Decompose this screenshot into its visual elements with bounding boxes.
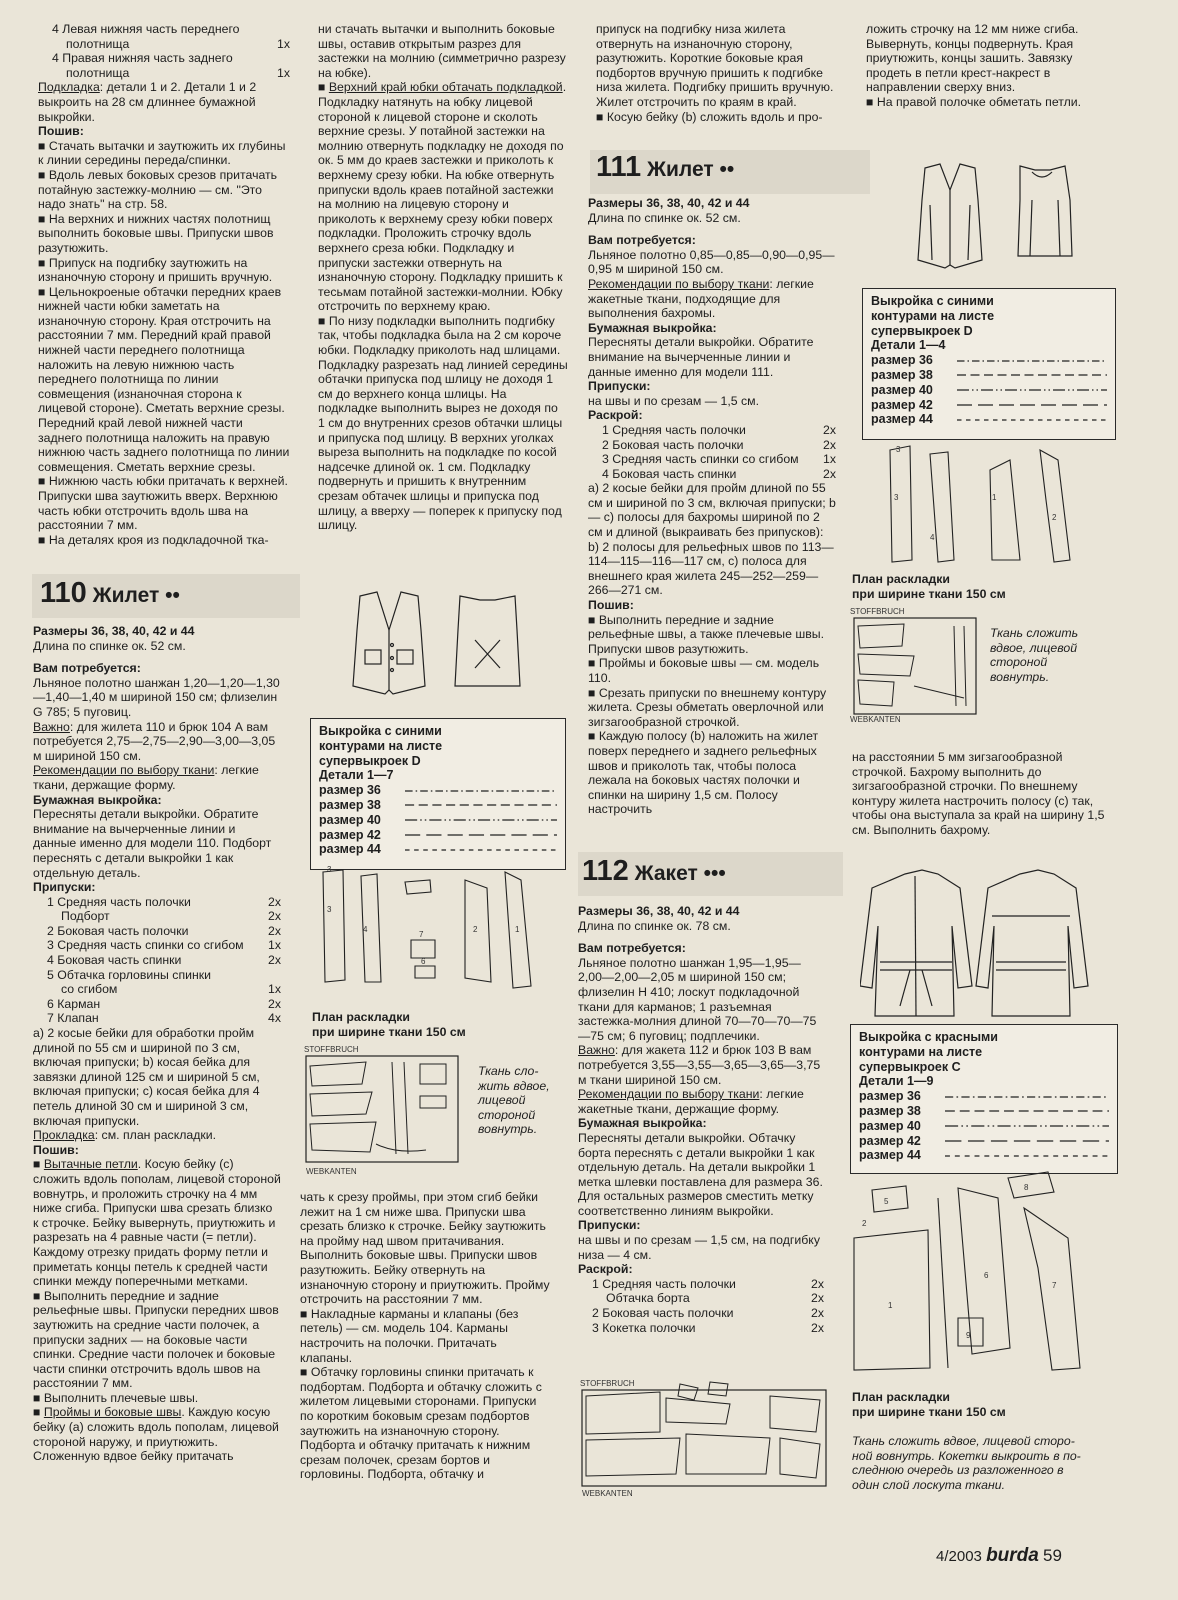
svg-text:1: 1 [992,493,997,502]
instruction: ■ Косую бейку (b) сложить вдоль и про- [596,110,841,125]
svg-text:2: 2 [1052,513,1057,522]
model-110-title: 110 Жилет •• [40,577,180,609]
pattern-pieces-111 [880,440,1100,570]
cut-item: полотнища 1х [66,36,290,51]
svg-text:WEBKANTEN: WEBKANTEN [582,1489,633,1498]
svg-text:3: 3 [894,493,899,502]
col2-top [318,22,568,533]
lining-note: Подкладка: детали 1 и 2. Детали 1 и 2 выкроить на 28 см длиннее бумажной выкройки. [38,80,257,124]
vest-111-drawing [900,160,1090,280]
svg-text:1: 1 [515,925,520,934]
model-111-text: Размеры 36, 38, 40, 42 и 44 Длина по спинке ок. 52 см. Вам потребуется: Льняное полотно 0,85—0,85—0,90—0,95—0,95 м шириной 150 см. Рекомендации по выбору ткани: легкие жакетные ткани, подходящие для выполнения бахромы. Бумажная выкройка: Пересняты детали выкройки. Обратите внимание на вычерченные линии и данные именно для модели 111. Припуски: на швы и по срезам — 1,5 см. Раскрой: 1 Средняя часть полочки 2х 2 Боковая часть полочки 2х 3 Средняя часть спинки со сгибом 1х 4 Боковая часть спинки 2х а) 2 косые бейки для пройм длиной по 55 см и шириной по 3 см, включая припуски; b — с) полосы для бахромы шириной по 2 см и длиной (выкраивать без припусков): b) 2 полосы для рельефных швов по 113—114—115—116—117 см, с) полоса для внешнего края жилета 245—252—259—266—271 см. Пошив: ■ Выполнить передние и задние рельефные швы, а также плечевые швы. Припуски швов разутюжить. ■ Проймы и боковые швы — см. модель 110. ■ Срезать припуски по внешнему контуру жилета. Срезы обметать оверлочной или зигзагообразной строчкой. ■ Каждую полосу (b) наложить на жилет поверх переднего и заднего рельефных швов и приколоть так, чтобы полоса лежала на боковых частях полочки и спинки на ширину 1,5 см. Полосу настрочить [588,196,836,817]
brand-logo: burda [986,1545,1039,1566]
cut-item: полотнища 1х [66,65,290,80]
paragraph: ложить строчку на 12 мм ниже сгиба. Вывернуть, концы подвернуть. Края приутюжить, концы зашить. Завязку продеть в петли крест-накрест в направлении сверху вниз. [866,22,1079,95]
fold-note-110: Ткань сло- жить вдвое, лицевой стороной вовнутрь. [478,1064,550,1137]
col3-top [596,22,841,124]
svg-text:6: 6 [984,1271,989,1280]
svg-text:3: 3 [896,445,901,454]
svg-text:3: 3 [327,865,332,874]
svg-text:4: 4 [930,533,935,542]
model-112-text: Размеры 36, 38, 40, 42 и 44 Длина по спинке ок. 78 см. Вам потребуется: Льняное полотно шанжан 1,95—1,95—2,00—2,00—2,05 м шириной 150 см; флизелин Н 410; лоскут подкладочной ткани для карманов; 1 разъемная застежка-молния длиной 70—70—70—75—75 см; 6 пуговиц; подплечики. Важно: для жакета 112 и брюк 103 В вам потребуется 3,55—3,55—3,65—3,65—3,75 м ткани шириной 150 см. Рекомендации по выбору ткани: легкие жакетные ткани, держащие форму. Бумажная выкройка: Пересняты детали выкройки. Обтачку борта переснять с детали выкройки 1 как отдельную деталь. На детали выкройки 1 метка шлевки поставлена для размера 36. Для остальных размеров сместить метку соответственно линиям выкройки. Припуски: на швы и по срезам — 1,5 см, на подгибку низа — 4 см. Раскрой: 1 Средняя часть полочки 2х Обтачка борта 2х 2 Боковая часть полочки 2х 3 Кокетка полочки 2х [578,904,824,1335]
layout-plan-111 [844,606,984,724]
model-110-text: Размеры 36, 38, 40, 42 и 44 Длина по спинке ок. 52 см. Вам потребуется: Льняное полотно шанжан 1,20—1,20—1,30—1,40—1,40 м шириной 150 см; флизелин G 785; 5 пуговиц. Важно: для жилета 110 и брюк 104 А вам потребуется 2,75—2,75—2,90—3,00—3,05 м шириной 150 см. Рекомендации по выбору ткани: легкие ткани, держащие форму. Бумажная выкройка: Пересняты детали выкройки. Обратите внимание на вычерченные линии и данные именно для модели 110. Подборт переснять с детали выкройки 1 как отдельную деталь. Припуски: 1 Средняя часть полочки 2х Подборт 2х 2 Боковая часть полочки 2х 3 Средняя часть спинки со сгибом 1х 4 Боковая часть спинки 2х 5 Обтачка горловины спинки со сгибом 1х 6 Карман 2х 7 Клапан 4х а) 2 косые бейки для обработки пройм длиной по 55 см и шириной по 3 см, включая припуски; b) косая бейка для завязки длиной 125 см и шириной 5 см, включая припуски; с) косая бейка для 4 петель длиной 30 см и шириной 3 см, включая припуски. Прокладка: см. план раскладки. Пошив: ■ Вытачные петли. Косую бейку (с) сложить вдоль пополам, лицевой стороной вовнутрь, и проложить строчку на 4 мм ниже сгиба. Припуски шва срезать близко к строчке. Бейку вывернуть, приутюжить и разрезать на 4 равные части (= петли). Каждому отрезку придать форму петли и приметать концы петель к средней части спинки между поперечными метками. ■ Выполнить передние и задние рельефные швы. Припуски передних швов заутюжить на средние части полочек, а припуски задних — на боковые части спинки. Средние части полочек и боковые части спинки отстрочить вдоль швов на расстоянии 7 мм. ■ Выполнить плечевые швы. ■ Проймы и боковые швы. Каждую косую бейку (а) сложить вдоль пополам, лицевой стороной наружу, и приутюжить. Сложенную вдвое бейку притачать [33,624,281,1464]
instruction: ■ Припуск на подгибку заутюжить на изнаночную сторону и пришить вручную. [38,256,290,285]
svg-text:1: 1 [888,1301,893,1310]
instruction: ■ Верхний край юбки обтачать подкладкой. Подкладку натянуть на юбку лицевой стороной к лицевой стороне и сколоть верхние срезы. У потайной застежки на молнию отвернуть подкладку не доходя по ок. 5 мм до краев застежки и приколоть к верхнему срезу юбки. На юбке отвернуть припуски вдоль краев потайной застежки на молнию на лицевую сторону и приколоть к верхнему срезу юбки поверх подкладки. Проложить строчку вдоль верхнего среза юбки. Подкладку и припуски застежки отвернуть на изнаночную сторону. Подкладку пришить к тесьмам потайной застежки-молнии. Юбку отстрочить по верхнему краю. [318,80,568,314]
instruction: ■ По низу подкладки выполнить подгибку так, чтобы подкладка была на 2 см короче юбки. Подкладку приколоть над шлицами. Подкладку разрезать над линией середины обтачки припуска под шлицу не доходя 1 см до верхнего конца шлицы. На подкладке выполнить вырез не доходя по 1 см до внутренних срезов обтачки шлицы и припуска под шлицу. В верхних уголках выреза выполнить на подкладке по косой надсечке длиной ок. 1 см. Подкладку подвернуть и пришить к внутренним срезам обтачек шлицы и припуска под шлицу, а вверху — поперек к припуску под шлицу. [318,314,568,533]
col2-bottom: чать к срезу проймы, при этом сгиб бейки лежит на 1 см ниже шва. Припуски шва срезать близко к строчке. Бейку заутюжить на пройму над швом притачивания. Выполнить боковые швы. Припуски швов разутюжить. Бейку отвернуть на изнаночную сторону и приутюжить. Пройму отстрочить на расстоянии 7 мм. ■ Накладные карманы и клапаны (без петель) — см. модель 104. Карманы настрочить на полочки. Притачать клапаны. ■ Обтачку горловины спинки притачать к подбортам. Подборта и обтачку сложить с жилетом лицевыми сторонами. Припуски по коротким боковым срезам подбортов заутюжить на изнаночную сторону. Подборта и обтачку притачать к нижним срезам полочек, срезам бортов и горловины. Подборта, обтачку и [300,1190,550,1482]
instruction: ■ На правой полочке обметать петли. [866,95,1116,110]
layout-plan-110 [296,1044,466,1176]
issue-number: 4/2003 [936,1548,982,1565]
instruction: ■ На верхних и нижних частях полотнищ выполнить боковые швы. Припуски швов разутюжить. [38,212,290,256]
instruction: ■ На деталях кроя из подкладочной тка- [38,533,290,548]
pattern-box-110: Выкройка с синими контурами на листе супервыкроек D Детали 1—7 размер 36 размер 38 размер 40 размер 42 размер 44 [310,718,566,870]
fold-note-112: Ткань сложить вдвое, лицевой сторо- ной вовнутрь. Кокетки выкроить в по- следнюю очередь из разложенного в один слой лоскута ткани. [852,1434,1081,1492]
svg-text:WEBKANTEN: WEBKANTEN [306,1167,357,1176]
svg-text:4: 4 [363,925,368,934]
paragraph: ни стачать вытачки и выполнить боковые швы, оставив открытым разрез для застежки на молнию (симметрично разрезу на юбке). [318,22,566,80]
pattern-box-111: Выкройка с синими контурами на листе супервыкроек D Детали 1—4 размер 36 размер 38 размер 40 размер 42 размер 44 [862,288,1116,440]
vest-110-drawing [345,590,535,700]
section-heading: Пошив: [38,124,84,139]
pattern-pieces-112 [848,1168,1098,1378]
model-112-title: 112 Жакет ••• [582,855,726,887]
stoffbruch-label: STOFFBRUCH [850,607,905,616]
fold-note-111: Ткань сложить вдвое, лицевой стороной вовнутрь. [990,626,1079,684]
col1-top [38,22,290,547]
paragraph: припуск на подгибку низа жилета отвернуть на изнаночную сторону, разутюжить. Короткие боковые края подбортов вручную пришить к подгибке низа жилета. Подгибку пришить вручную. Жилет отстрочить по краям в край. [596,22,834,109]
instruction: ■ Вдоль левых боковых срезов притачать потайную застежку-молнию — см. "Это надо знать" на стр. 58. [38,168,290,212]
svg-text:3: 3 [327,905,332,914]
svg-text:2: 2 [473,925,478,934]
svg-text:8: 8 [1024,1183,1029,1192]
cut-item: 4 Левая нижняя часть переднего [52,22,240,36]
pattern-pieces-110 [315,862,545,992]
svg-text:WEBKANTEN: WEBKANTEN [850,715,901,724]
svg-text:7: 7 [419,930,424,939]
svg-text:9: 9 [966,1331,971,1340]
layout-plan-112 [570,1378,832,1498]
page-number: 59 [1043,1546,1062,1565]
layout-caption-110: План раскладки при ширине ткани 150 см [312,1010,466,1039]
col4-top [866,22,1116,110]
instruction: ■ Стачать вытачки и заутюжить их глубины к линии середины переда/спинки. [38,139,290,168]
jacket-112-drawing [860,866,1100,1026]
cut-item: 4 Правая нижняя часть заднего [52,51,233,66]
svg-text:5: 5 [884,1197,889,1206]
stoffbruch-label: STOFFBRUCH [580,1379,635,1388]
svg-text:2: 2 [862,1219,867,1228]
instruction: ■ Нижнюю часть юбки притачать к верхней. Припуски шва заутюжить вверх. Верхнюю часть юбки отстрочить вдоль шва на расстоянии 7 мм. [38,474,290,532]
svg-text:7: 7 [1052,1281,1057,1290]
layout-caption-112: План раскладки при ширине ткани 150 см [852,1390,1006,1419]
page-footer [936,1545,1062,1567]
layout-caption-111: План раскладки при ширине ткани 150 см [852,572,1006,601]
svg-text:6: 6 [421,957,426,966]
model-111-title: 111 Жилет •• [596,151,735,183]
instruction: ■ Цельнокроеные обтачки передних краев нижней части юбки заметать на изнаночную сторону. Края отстрочить на расстоянии 7 мм. Передний край правой нижней части переднего полотнища наложить на левую нижнюю часть переднего полотнища по линии совмещения (изнаночная сторона к лицевой стороне). Сметать верхние срезы. Передний край левой нижней части заднего полотнища наложить на правую нижнюю часть заднего полотнища по линии совмещения. Сметать верхние срезы. [38,285,290,475]
col4-continuation: на расстоянии 5 мм зигзагообразной строчкой. Бахрому выполнить до зигзагообразной строчки. По внешнему контуру жилета настрочить полосу (с) так, чтобы она выступала за край на ширину 1,5 см. Выполнить бахрому. [852,750,1105,837]
stoffbruch-label: STOFFBRUCH [304,1045,359,1054]
pattern-box-112: Выкройка с красными контурами на листе супервыкроек C Детали 1—9 размер 36 размер 38 размер 40 размер 42 размер 44 [850,1024,1118,1174]
